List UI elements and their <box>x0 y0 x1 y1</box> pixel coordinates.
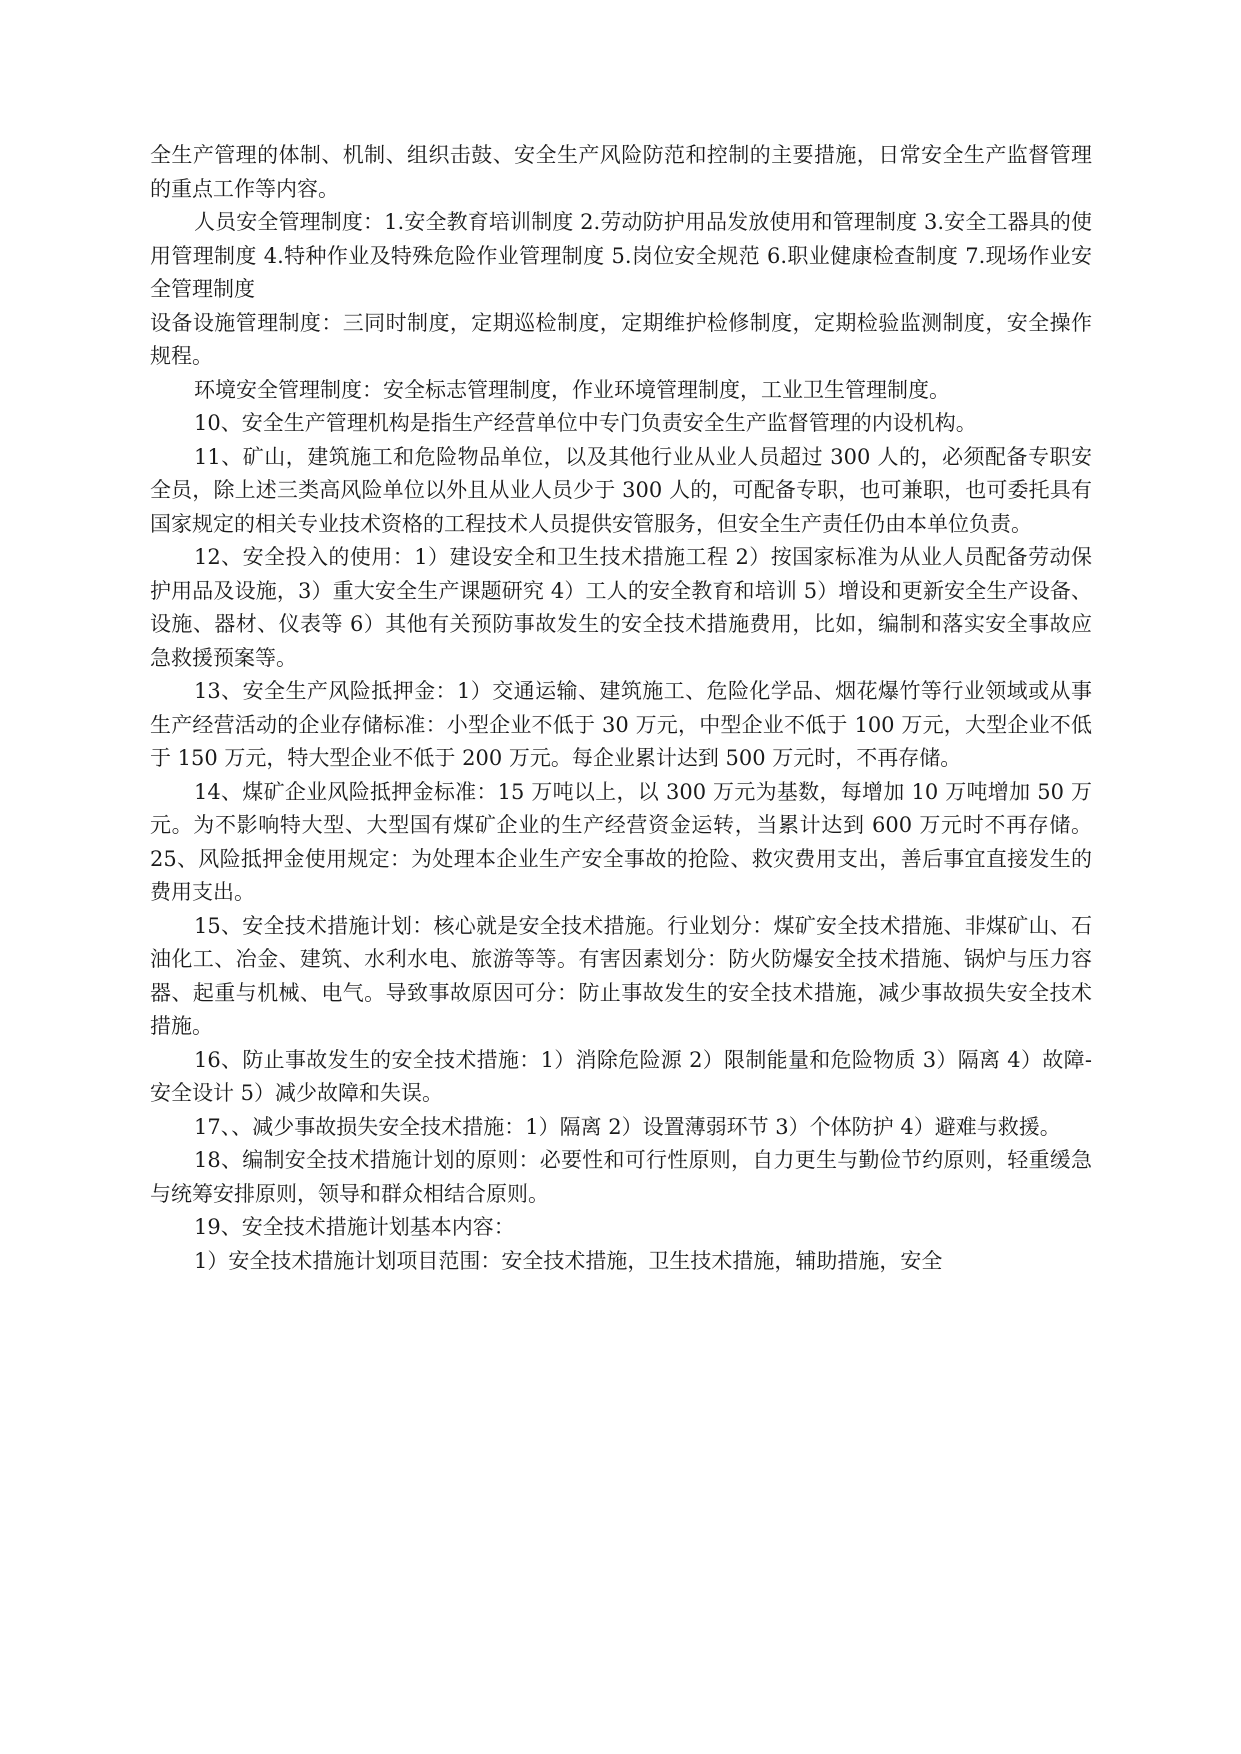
paragraph-item-14: 14、煤矿企业风险抵押金标准：15 万吨以上，以 300 万元为基数，每增加 10 万吨增加 50 万元。为不影响特大型、大型国有煤矿企业的生产经营资金运转，当累计达到 600 万元时不再存储。25、风险抵押金使用规定：为处理本企业生产安全事故的抢险、救灾费用支出，善后事宜直接发生的费用支出。 <box>150 779 1092 904</box>
paragraph-item-16: 16、防止事故发生的安全技术措施：1）消除危险源 2）限制能量和危险物质 3）隔离 4）故障-安全设计 5）减少故障和失误。 <box>150 1047 1092 1105</box>
paragraph-personnel-safety-system: 人员安全管理制度：1.安全教育培训制度 2.劳动防护用品发放使用和管理制度 3.安全工器具的使用管理制度 4.特种作业及特殊危险作业管理制度 5.岗位安全规范 6.职业健康检查制度 7.现场作业安全管理制度 <box>150 210 1092 301</box>
paragraph-item-12: 12、安全投入的使用：1）建设安全和卫生技术措施工程 2）按国家标准为从业人员配备劳动保护用品及设施，3）重大安全生产课题研究 4）工人的安全教育和培训 5）增设和更新安全生产设备、设施、器材、仪表等 6）其他有关预防事故发生的安全技术措施费用，比如，编制和落实安全事故应急救援预案等。 <box>150 545 1092 670</box>
document-page <box>150 139 1092 1278</box>
paragraph-environment-safety-system: 环境安全管理制度：安全标志管理制度，作业环境管理制度，工业卫生管理制度。 <box>194 377 950 402</box>
paragraph-item-17: 17、、减少事故损失安全技术措施：1）隔离 2）设置薄弱环节 3）个体防护 4）避难与救援。 <box>194 1114 1061 1139</box>
paragraph-item-10: 10、安全生产管理机构是指生产经营单位中专门负责安全生产监督管理的内设机构。 <box>194 411 977 435</box>
paragraph-item-19: 19、安全技术措施计划基本内容： <box>194 1215 515 1239</box>
paragraph-item-11: 11、矿山，建筑施工和危险物品单位，以及其他行业从业人员超过 300 人的，必须配备专职安全员，除上述三类高风险单位以外且从业人员少于 300 人的，可配备专职，也可兼职，也可委托具有国家规定的相关专业技术资格的工程技术人员提供安管服务，但安全生产责任仍由本单位负责。 <box>150 444 1092 536</box>
paragraph-item-15: 15、安全技术措施计划：核心就是安全技术措施。行业划分：煤矿安全技术措施、非煤矿山、石油化工、冶金、建筑、水利水电、旅游等等。有害因素划分：防火防爆安全技术措施、锅炉与压力容器、起重与机械、电气。导致事故原因可分：防止事故发生的安全技术措施，减少事故损失安全技术措施。 <box>150 913 1092 1038</box>
paragraph-equipment-management-system: 设备设施管理制度：三同时制度，定期巡检制度，定期维护检修制度，定期检验监测制度，安全操作规程。 <box>150 310 1092 368</box>
paragraph-item-13: 13、安全生产风险抵押金：1）交通运输、建筑施工、危险化学品、烟花爆竹等行业领域或从事生产经营活动的企业存储标准：小型企业不低于 30 万元，中型企业不低于 100 万元，大型企业不低于 150 万元，特大型企业不低于 200 万元。每企业累计达到 500 万元时，不再存储。 <box>150 679 1092 770</box>
paragraph-safety-management-intro: 全生产管理的体制、机制、组织击鼓、安全生产风险防范和控制的主要措施，日常安全生产监督管理的重点工作等内容。 <box>150 143 1092 201</box>
paragraph-item-19-1: 1）安全技术措施计划项目范围：安全技术措施，卫生技术措施，辅助措施，安全 <box>194 1248 943 1273</box>
paragraph-item-18: 18、编制安全技术措施计划的原则：必要性和可行性原则，自力更生与勤俭节约原则，轻重缓急与统筹安排原则，领导和群众相结合原则。 <box>150 1148 1092 1206</box>
